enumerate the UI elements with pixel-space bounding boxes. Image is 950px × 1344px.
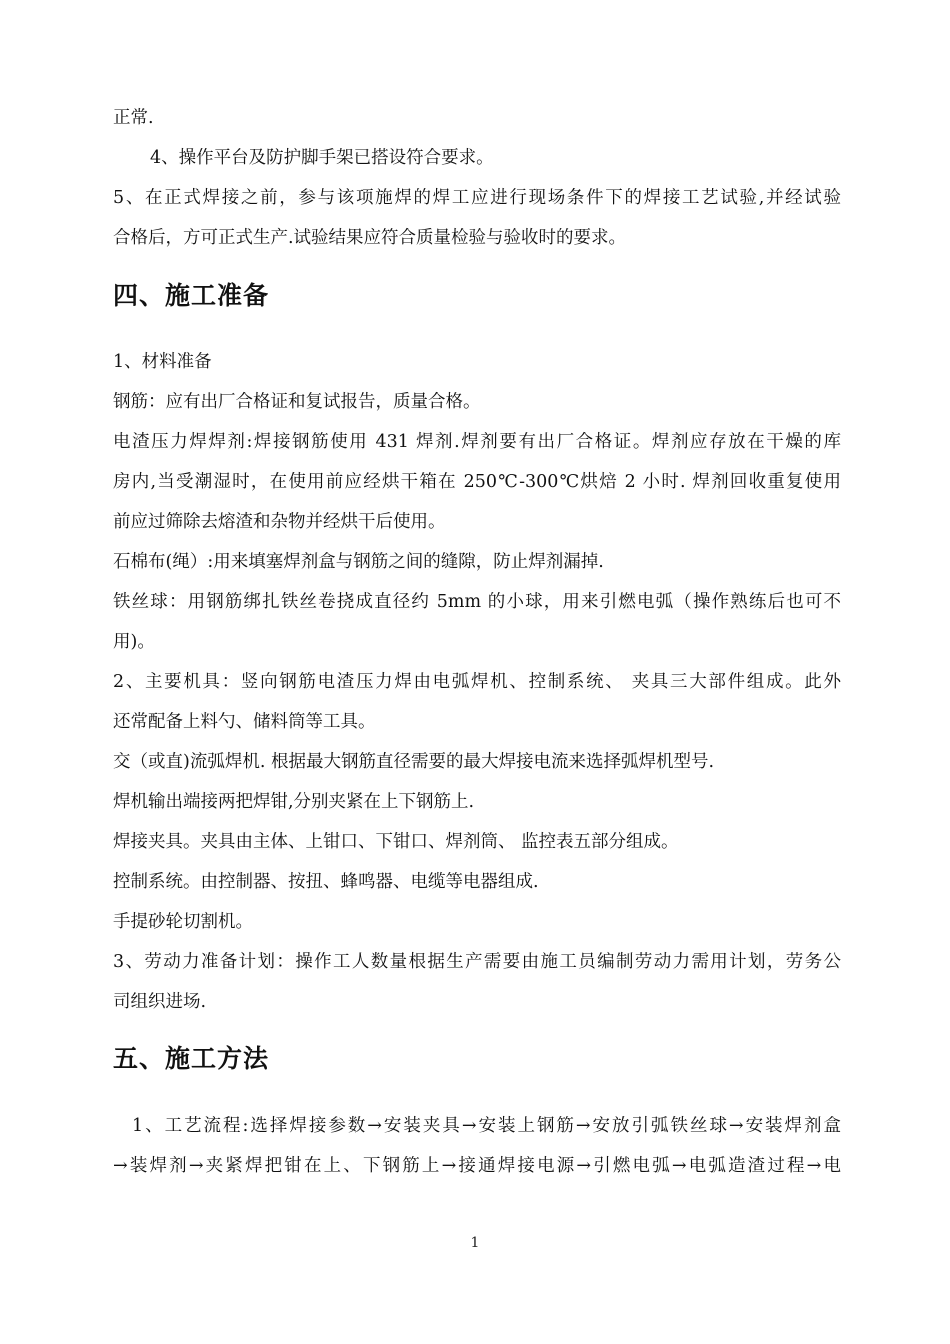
text-line: 3、劳动力准备计划：操作工人数量根据生产需要由施工员编制劳动力需用计划，劳务公 [113, 952, 841, 972]
section-heading: 五、施工方法 [113, 1044, 270, 1073]
text-line: 交（或直)流弧焊机. 根据最大钢筋直径需要的最大焊接电流来选择弧焊机型号. [113, 752, 715, 772]
text-line: 正常. [113, 108, 154, 128]
text-line: 房内,当受潮湿时，在使用前应经烘干箱在 250℃-300℃烘焙 2 小时. 焊剂回收重复使用 [113, 472, 841, 492]
text-line: 手提砂轮切割机。 [113, 912, 253, 932]
text-line: 5、在正式焊接之前，参与该项施焊的焊工应进行现场条件下的焊接工艺试验,并经试验 [113, 188, 841, 208]
text-line: 用)。 [113, 632, 155, 652]
text-line: 焊机输出端接两把焊钳,分别夹紧在上下钢筋上. [113, 792, 475, 812]
text-line: 控制系统。由控制器、按扭、蜂鸣器、电缆等电器组成. [113, 872, 539, 892]
text-line: 1、工艺流程:选择焊接参数→安装夹具→安装上钢筋→安放引弧铁丝球→安装焊剂盒 [132, 1116, 841, 1136]
page-number: 1 [470, 1235, 480, 1251]
text-line: 前应过筛除去熔渣和杂物并经烘干后使用。 [113, 512, 446, 532]
text-line: 司组织进场. [113, 992, 207, 1012]
text-line: 还常配备上料勺、储料筒等工具。 [113, 712, 376, 732]
text-line: 1、材料准备 [113, 352, 212, 372]
text-line: 电渣压力焊焊剂:焊接钢筋使用 431 焊剂.焊剂要有出厂合格证。焊剂应存放在干燥的库 [113, 432, 841, 452]
text-line: 石棉布(绳）:用来填塞焊剂盒与钢筋之间的缝隙，防止焊剂漏掉. [113, 552, 604, 572]
text-line: 铁丝球：用钢筋绑扎铁丝卷挠成直径约 5mm 的小球，用来引燃电弧（操作熟练后也可不 [113, 592, 841, 612]
section-heading: 四、施工准备 [113, 281, 270, 310]
text-line: 焊接夹具。夹具由主体、上钳口、下钳口、焊剂筒、 监控表五部分组成。 [113, 832, 679, 852]
text-line: 合格后，方可正式生产.试验结果应符合质量检验与验收时的要求。 [113, 228, 627, 248]
text-line: 2、主要机具：竖向钢筋电渣压力焊由电弧焊机、控制系统、 夹具三大部件组成。此外 [113, 672, 841, 692]
text-line: →装焊剂→夹紧焊把钳在上、下钢筋上→接通焊接电源→引燃电弧→电弧造渣过程→电 [113, 1156, 841, 1176]
text-line: 4、操作平台及防护脚手架已搭设符合要求。 [150, 148, 494, 168]
text-line: 钢筋：应有出厂合格证和复试报告，质量合格。 [113, 392, 481, 412]
